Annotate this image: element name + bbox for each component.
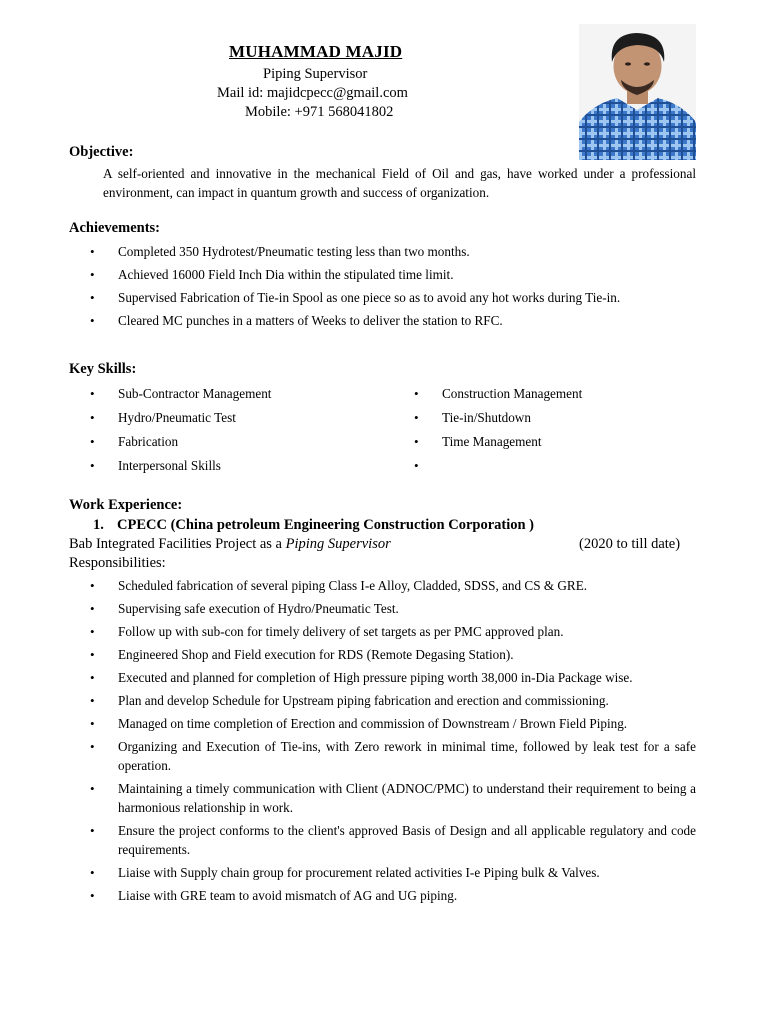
company-number: 1. [93, 517, 104, 533]
skills-heading: Key Skills: [69, 361, 137, 377]
skill-item: • Sub-Contractor Management [69, 384, 389, 408]
responsibility-item: • Plan and develop Schedule for Upstream piping fabrication and erection and commissioning. [69, 691, 696, 710]
achievement-item: • Supervised Fabrication of Tie-in Spool as one piece so as to avoid any hot works during Tie-in. [69, 288, 696, 307]
skill-item: • Hydro/Pneumatic Test [69, 408, 389, 432]
job-title: Piping Supervisor [263, 66, 368, 82]
responsibilities-label: Responsibilities: [69, 555, 166, 571]
mobile-line: Mobile: +971 568041802 [245, 104, 394, 120]
skill-item: • Tie-in/Shutdown [393, 408, 693, 432]
project-role: Piping Supervisor [285, 536, 391, 552]
responsibility-item: • Maintaining a timely communication with Client (ADNOC/PMC) to understand their requirement to being a harmonious relationship in work. [69, 779, 696, 817]
skill-item: • Time Management [393, 432, 693, 456]
responsibility-item: • Managed on time completion of Erection and commission of Downstream / Brown Field Piping. [69, 714, 696, 733]
objective-heading: Objective: [69, 144, 134, 160]
responsibility-item: • Liaise with Supply chain group for procurement related activities I-e Piping bulk & Valves. [69, 863, 696, 882]
company-name: CPECC (China petroleum Engineering Construction Corporation ) [117, 517, 535, 533]
responsibilities-list [69, 576, 696, 905]
skill-item: • Fabrication [69, 432, 389, 456]
achievement-item: • Cleared MC punches in a matters of Weeks to deliver the station to RFC. [69, 311, 696, 330]
project-line [69, 536, 391, 553]
skill-item-empty [393, 456, 693, 480]
responsibility-item: • Scheduled fabrication of several piping Class I-e Alloy, Cladded, SDSS, and CS & GRE. [69, 576, 696, 595]
achievements-list [69, 242, 696, 330]
responsibility-item: • Ensure the project conforms to the client's approved Basis of Design and all applicable regulatory and code requirements. [69, 821, 696, 859]
responsibility-item: • Supervising safe execution of Hydro/Pneumatic Test. [69, 599, 696, 618]
objective-text: A self-oriented and innovative in the mechanical Field of Oil and gas, have worked under a professional environment, can impact in quantum growth and success of organization. [103, 166, 696, 200]
project-prefix: Bab Integrated Facilities Project as a [69, 536, 286, 552]
responsibility-item: • Engineered Shop and Field execution for RDS (Remote Degasing Station). [69, 645, 696, 664]
achievement-item: • Achieved 16000 Field Inch Dia within the stipulated time limit. [69, 265, 696, 284]
email-line: Mail id: majidcpecc@gmail.com [217, 85, 408, 101]
experience-heading: Work Experience: [69, 497, 183, 513]
responsibility-item: • Follow up with sub-con for timely delivery of set targets as per PMC approved plan. [69, 622, 696, 641]
skills-right-column [393, 384, 693, 480]
skill-item: • Construction Management [393, 384, 693, 408]
profile-photo [579, 24, 696, 160]
responsibility-item: • Liaise with GRE team to avoid mismatch of AG and UG piping. [69, 886, 696, 905]
project-period: (2020 to till date) [579, 536, 681, 552]
achievements-heading: Achievements: [69, 220, 161, 236]
responsibility-item: • Organizing and Execution of Tie-ins, with Zero rework in minimal time, followed by leak test for a safe operation. [69, 737, 696, 775]
skills-left-column [69, 384, 389, 480]
skill-item: • Interpersonal Skills [69, 456, 389, 480]
achievement-item: • Completed 350 Hydrotest/Pneumatic testing less than two months. [69, 242, 696, 261]
candidate-name: MUHAMMAD MAJID [229, 42, 403, 61]
responsibility-item: • Executed and planned for completion of High pressure piping worth 38,000 in-Dia Package wise. [69, 668, 696, 687]
